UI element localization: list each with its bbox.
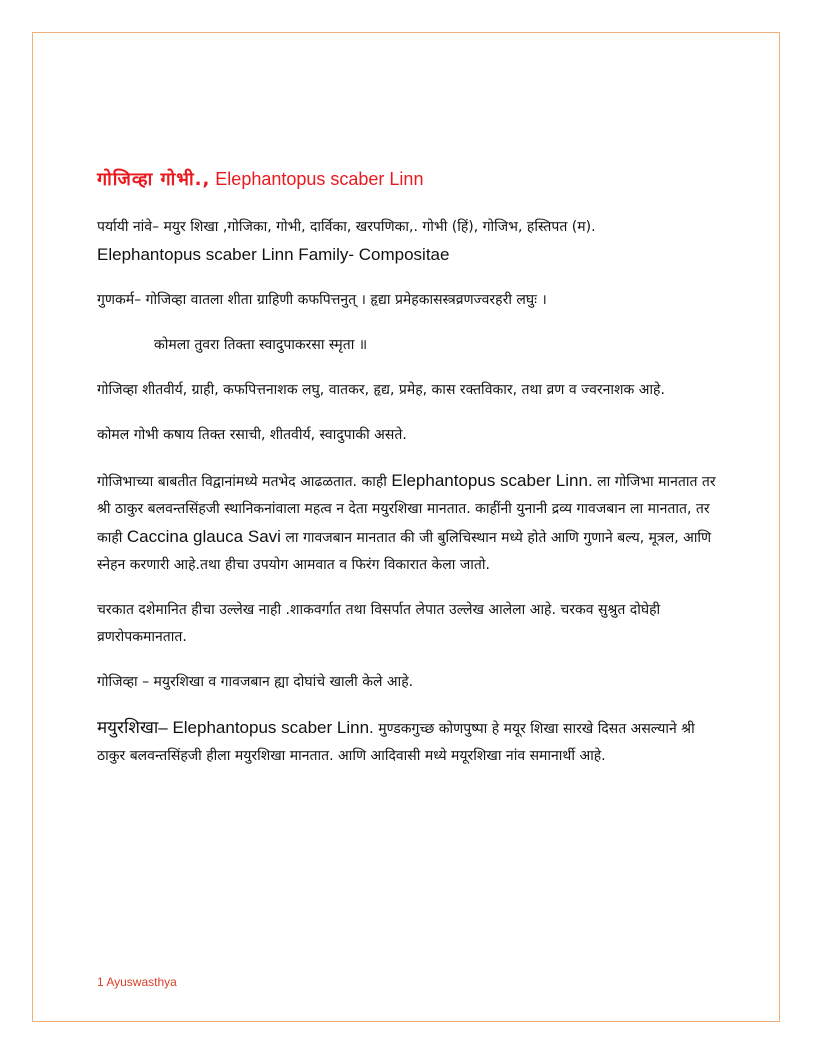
karma-verse-line1: गोजिव्हा वातला शीता ग्राहिणी कफपित्तनुत् । हृद्या प्रमेहकासस्त्रव्रणज्वरहरी लघुः । bbox=[145, 292, 547, 308]
paragraph-properties: गोजिव्हा शीतवीर्य, ग्राही, कफपित्तनाशक लघु, वातकर, हृद्य, प्रमेह, कास रक्तविकार, तथा व्रण व ज्वरनाशक आहे. bbox=[97, 382, 665, 398]
synonyms-text: मयुर शिखा ,गोजिका, गोभी, दार्विका, खरपणिका,. गोभी (हिं), गोजिभ, हस्तिपत (म). bbox=[163, 219, 596, 235]
paragraph-komal-gobhi: कोमल गोभी कषाय तिक्त रसाची, शीतवीर्य, स्वादुपाकी असते. bbox=[97, 427, 407, 443]
document-title bbox=[97, 166, 727, 193]
debate-text-3: ला गावजबान मानतात की जी बुलिचिस्थान मध्ये होते आणि गुणाने बल्य, मूत्रल, आणि स्नेहन करणारी आहे.तथा हीचा उपयोग आमवात व फिरंग विकारात केला जातो. bbox=[97, 530, 712, 573]
debate-text-2: ला गोजिभा मानतात तर श्री ठाकुर बलवन्तसिंहजी स्थानिकनांवाला महत्व न देता मयुरशिखा मानतात. काहींनी युनानी द्रव्य गावजबान ला मानतात, तर काही bbox=[97, 474, 716, 546]
family-line: Elephantopus scaber Linn Family- Compositae bbox=[97, 245, 450, 264]
page-footer: 1 Ayuswasthya bbox=[97, 975, 177, 989]
title-latin: Elephantopus scaber Linn bbox=[210, 169, 424, 189]
paragraph-mayurshikha bbox=[97, 714, 727, 770]
document-body bbox=[97, 166, 727, 770]
title-devanagari: गोजिव्हा गोभी., bbox=[97, 169, 211, 190]
paragraph-identity-debate bbox=[97, 467, 727, 579]
mayurshikha-latin: Elephantopus scaber Linn. bbox=[172, 718, 374, 737]
mayurshikha-text: मुण्डकगुच्छ कोणपुष्पा हे मयूर शिखा सारखे दिसत असल्याने श्री ठाकुर बलवन्तसिंहजी हीला मयुरशिखा मानतात. आणि आदिवासी मध्ये मयूरशिखा नांव समानार्थी आहे. bbox=[97, 721, 695, 764]
debate-latin-1: Elephantopus scaber Linn. bbox=[391, 471, 593, 490]
paragraph-gojivha-note: गोजिव्हा – मयुरशिखा व गावजबान ह्या दोघांचे खाली केले आहे. bbox=[97, 674, 414, 690]
karma-label: गुणकर्म– bbox=[97, 292, 146, 308]
karma-verse-line2: कोमला तुवरा तिक्ता स्वादुपाकरसा स्मृता ॥ bbox=[154, 337, 368, 353]
synonyms-label: पर्यायी नांवे– bbox=[97, 219, 164, 235]
mayurshikha-label: मयुरशिखा– bbox=[97, 718, 173, 737]
debate-latin-2: Caccina glauca Savi bbox=[126, 527, 281, 546]
karma-paragraph bbox=[97, 287, 727, 314]
debate-text-1: गोजिभाच्या बाबतीत विद्वानांमध्ये मतभेद आढळतात. काही bbox=[97, 474, 392, 490]
synonyms-paragraph bbox=[97, 214, 727, 241]
paragraph-charak: चरकात दशेमानित हीचा उल्लेख नाही .शाकवर्गात तथा विसर्पात लेपात उल्लेख आलेला आहे. चरकव सुश्रुत दोघेही व्रणरोपकमानतात. bbox=[97, 602, 661, 645]
